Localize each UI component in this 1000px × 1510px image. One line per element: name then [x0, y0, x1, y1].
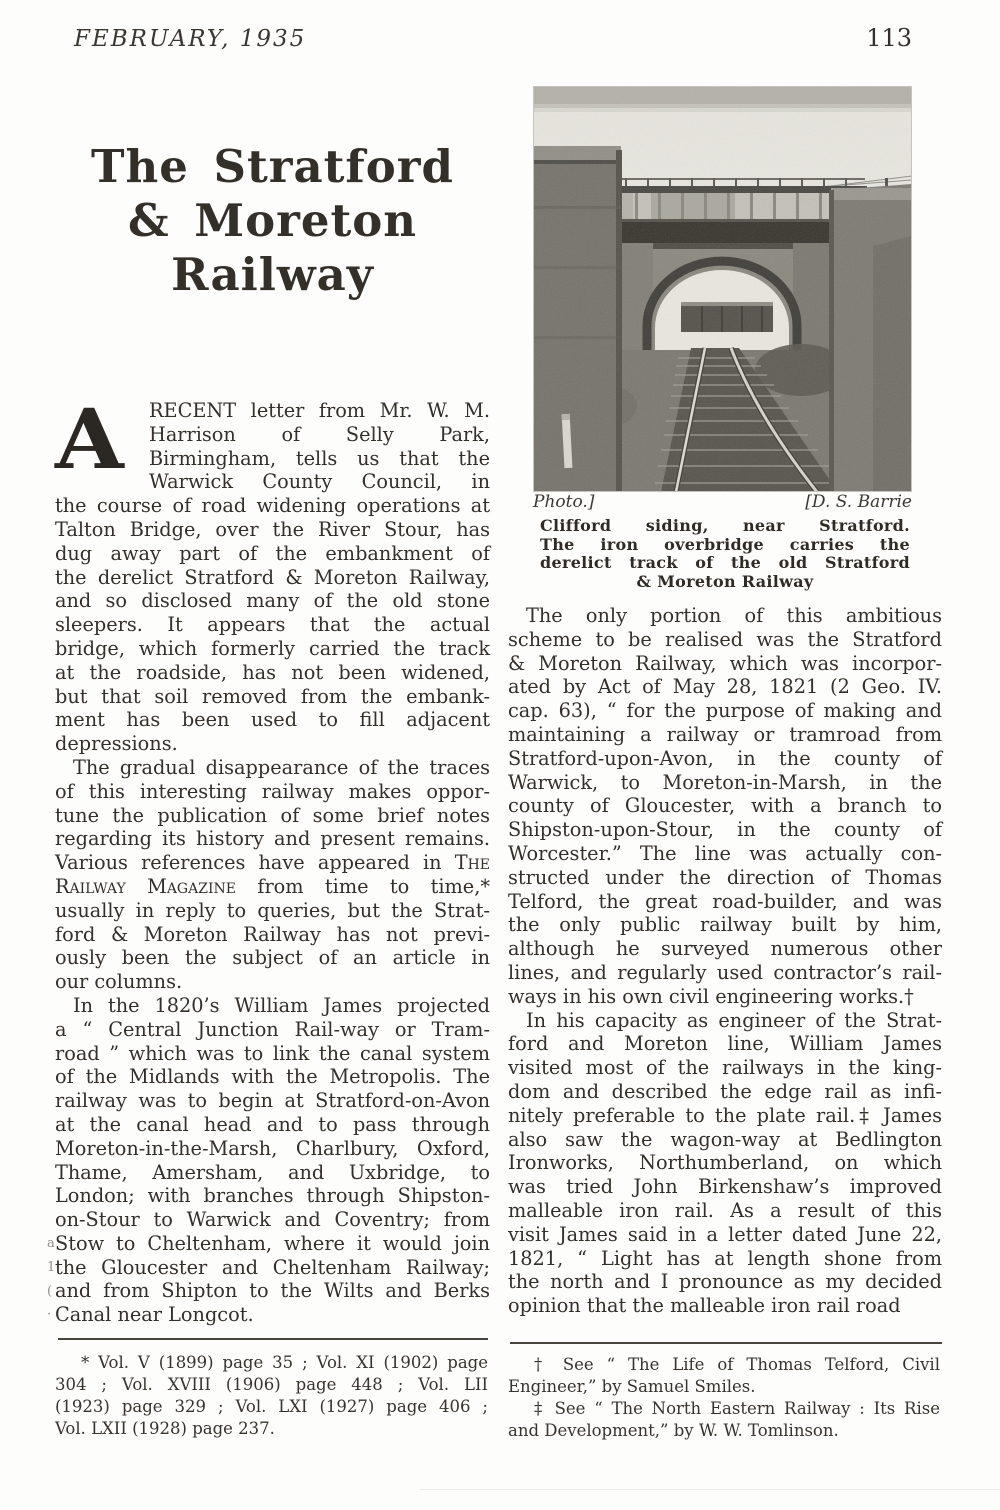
text-line: Worcester.” The line was actually con- — [508, 841, 942, 865]
text-line: at the roadside, has not been widened, — [55, 660, 490, 684]
text-line: · — [47, 1307, 52, 1323]
text-line: Harrison of Selly Park, — [149, 422, 490, 446]
text-line: ously been the subject of an article in — [55, 946, 490, 970]
photo-credit — [533, 492, 912, 512]
text-line: and so disclosed many of the old stone — [55, 589, 490, 613]
text-line: the only public railway built by him, — [508, 913, 942, 937]
text-line: Thame, Amersham, and Uxbridge, to — [55, 1160, 490, 1184]
article-title — [55, 140, 490, 302]
text-line: & Moreton — [128, 194, 417, 247]
text-line: 1 — [47, 1259, 56, 1275]
left-column — [55, 392, 490, 1327]
text-line: Stratford-upon-Avon, in the county of — [508, 746, 942, 770]
text-line: visited most of the railways in the king- — [508, 1056, 942, 1080]
text-line: visit James said in a letter dated June 22, — [508, 1222, 942, 1246]
text-line: cap. 63), “ for the purpose of making and — [508, 699, 942, 723]
footnote — [508, 1398, 940, 1442]
paragraph — [55, 392, 490, 756]
paragraph — [508, 1009, 942, 1318]
text-line: our columns. — [55, 970, 183, 994]
text-line: Canal near Longcot. — [55, 1303, 254, 1327]
text-line: Vol. LXII (1928) page 237. — [55, 1419, 275, 1438]
text-line: Moreton-in-the-Marsh, Charlbury, Oxford, — [55, 1136, 490, 1160]
text-line: 304 ; Vol. XVIII (1906) page 448 ; Vol. LII — [55, 1375, 488, 1394]
text-line: tune the publication of some brief notes — [55, 803, 490, 827]
text-line: ( — [47, 1283, 53, 1299]
text-line: was tried John Birkenshaw’s improved — [508, 1175, 942, 1199]
text-line: In his capacity as engineer of the Strat- — [526, 1008, 942, 1032]
text-line: London; with branches through Shipston- — [55, 1184, 490, 1208]
text-line: Ironworks, Northumberland, on which — [508, 1151, 942, 1175]
text-line: also saw the wagon-way at Bedlington — [508, 1127, 942, 1151]
footnote — [508, 1354, 940, 1398]
text-line: depressions. — [55, 732, 178, 756]
scan-artifact-marks — [47, 1232, 61, 1327]
text-line: the Gloucester and Cheltenham Railway; — [55, 1255, 490, 1279]
text-line: Railway Magazine from time to time,* — [55, 874, 490, 898]
text-line: of this interesting railway makes oppor- — [55, 779, 490, 803]
text-line: ford and Moreton line, William James — [508, 1032, 942, 1056]
text-line: The iron overbridge carries the — [540, 534, 910, 554]
text-line: Talton Bridge, over the River Stour, has — [55, 517, 490, 541]
text-line: derelict track of the old Stratford — [540, 553, 910, 573]
text-line: ated by Act of May 28, 1821 (2 Geo. IV. — [508, 675, 942, 699]
right-column — [508, 604, 942, 1318]
text-line: & Moreton Railway — [636, 571, 814, 591]
text-line: RECENT letter from Mr. W. M. — [149, 399, 490, 422]
railway-bridge-photo — [533, 86, 912, 492]
text-line: dom and described the edge rail as infi- — [508, 1079, 942, 1103]
text-line: county of Gloucester, with a branch to — [508, 794, 942, 818]
text-line: railway was to begin at Stratford-on-Avon — [55, 1089, 490, 1113]
text-line: Engineer,” by Samuel Smiles. — [508, 1377, 756, 1396]
issue-date: FEBRUARY, 1935 — [74, 26, 307, 52]
text-line: Shipston-upon-Stour, in the county of — [508, 818, 942, 842]
text-line: of the Midlands with the Metropolis. The — [55, 1065, 490, 1089]
text-line: but that soil removed from the embank- — [55, 684, 490, 708]
text-line: Warwick, to Moreton-in-Marsh, in the — [508, 770, 942, 794]
footnote — [55, 1352, 488, 1440]
text-line: the derelict Stratford & Moreton Railway, — [55, 565, 490, 589]
text-line: In the 1820’s William James projected — [73, 993, 490, 1017]
text-line: Railway — [171, 248, 374, 301]
text-line: the course of road widening operations at — [55, 494, 490, 518]
text-line: Stow to Cheltenham, where it would join — [55, 1231, 490, 1255]
paragraph — [508, 604, 942, 1009]
text-line: lines, and regularly used contractor’s rail- — [508, 960, 942, 984]
text-line: The only portion of this ambitious — [526, 604, 942, 627]
text-line: and from Shipton to the Wilts and Berks — [55, 1279, 490, 1303]
paragraph — [55, 994, 490, 1327]
text-line: structed under the direction of Thomas — [508, 865, 942, 889]
photo-grain — [533, 86, 912, 492]
text-line: † See “ The Life of Thomas Telford, Civil — [534, 1355, 940, 1374]
text-line: Clifford siding, near Stratford. — [540, 516, 910, 535]
text-line: although he surveyed numerous other — [508, 937, 942, 961]
text-line: ‡ See “ The North Eastern Railway : Its Rise — [534, 1399, 940, 1418]
text-line: The Stratford — [91, 140, 454, 193]
text-line: nitely preferable to the plate rail.‡ James — [508, 1103, 942, 1127]
text-line: sleepers. It appears that the actual — [55, 613, 490, 637]
text-line: * Vol. V (1899) page 35 ; Vol. XI (1902) page — [81, 1353, 488, 1372]
photo-credit-left: Photo.] — [533, 492, 595, 512]
text-line: road ” which was to link the canal system — [55, 1041, 490, 1065]
drop-cap: A — [55, 392, 124, 488]
text-line: usually in reply to queries, but the Strat- — [55, 898, 490, 922]
text-line: 1821, “ Light has at length shone from — [508, 1246, 942, 1270]
page-number: 113 — [866, 24, 912, 52]
text-line: (1923) page 329 ; Vol. LXI (1927) page 406 ; — [55, 1397, 488, 1416]
text-line: on-Stour to Warwick and Coventry; from — [55, 1208, 490, 1232]
text-line: & Moreton Railway, which was incorpor- — [508, 651, 942, 675]
photo-credit-right: [D. S. Barrie — [805, 492, 912, 512]
paragraph — [55, 756, 490, 994]
text-line: malleable iron rail. As a result of this — [508, 1198, 942, 1222]
text-line: at the canal head and to pass through — [55, 1112, 490, 1136]
text-line: Various references have appeared in The — [55, 851, 490, 875]
text-line: regarding its history and present remains. — [55, 827, 490, 851]
footnote-rule — [58, 1338, 488, 1340]
text-line: ment has been used to fill adjacent — [55, 708, 490, 732]
scan-artifact-line — [420, 1489, 1000, 1490]
text-line: a — [47, 1236, 55, 1251]
text-line: The gradual disappearance of the traces — [73, 755, 490, 779]
text-line: the north and I pronounce as my decided — [508, 1270, 942, 1294]
text-line: Telford, the great road-builder, and was — [508, 889, 942, 913]
text-line: opinion that the malleable iron rail road — [508, 1294, 901, 1318]
text-line: maintaining a railway or tramroad from — [508, 722, 942, 746]
text-line: ford & Moreton Railway has not previ- — [55, 922, 490, 946]
text-line: Warwick County Council, in — [149, 470, 490, 494]
footnote-rule — [510, 1342, 942, 1344]
text-line: scheme to be realised was the Stratford — [508, 627, 942, 651]
text-line: ways in his own civil engineering works.† — [508, 984, 914, 1008]
text-line: and Development,” by W. W. Tomlinson. — [508, 1421, 839, 1440]
text-line: Birmingham, tells us that the — [149, 446, 490, 470]
photo-caption — [540, 517, 910, 591]
text-line: a “ Central Junction Rail-way or Tram- — [55, 1017, 490, 1041]
text-line: dug away part of the embankment of — [55, 541, 490, 565]
text-line: bridge, which formerly carried the track — [55, 636, 490, 660]
